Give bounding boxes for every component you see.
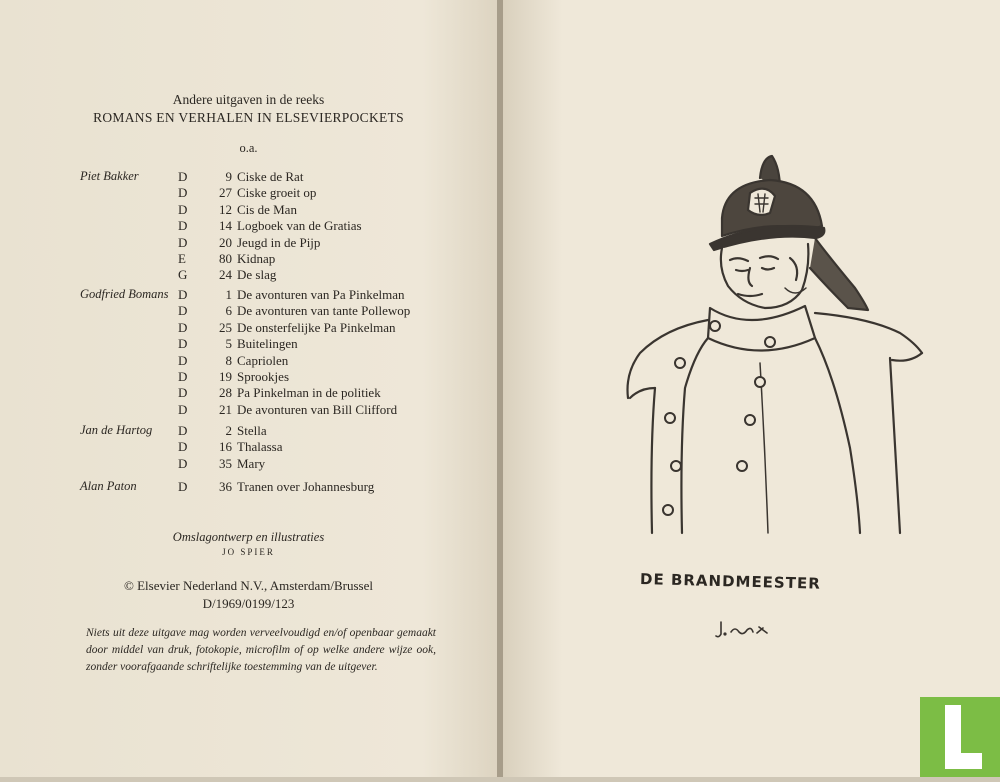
catalog-entry (178, 218, 362, 234)
entry-number: 5 (225, 336, 232, 352)
catalog-entry (178, 169, 303, 185)
entry-series: D (178, 234, 188, 250)
entry-title: Capriolen (237, 352, 289, 368)
entry-number: 9 (225, 169, 232, 184)
catalog-entry (178, 251, 275, 267)
catalog-entry (178, 456, 265, 472)
illustration-caption: DE BRANDMEESTER (639, 569, 821, 593)
catalog-entry (178, 423, 267, 439)
fire-chief-illustration (610, 148, 930, 548)
entry-series: D (178, 201, 188, 217)
entry-title: Logboek van de Gratias (237, 218, 362, 234)
entry-series: D (178, 401, 188, 417)
entry-number: 24 (219, 267, 232, 283)
catalog-entry (178, 336, 298, 352)
series-title: ROMANS EN VERHALEN IN ELSEVIERPOCKETS (93, 110, 404, 125)
entry-series: D (178, 319, 188, 335)
entry-series: E (178, 251, 186, 266)
catalog-entry (178, 479, 374, 495)
entry-series: D (178, 169, 188, 184)
entry-title: De slag (237, 267, 277, 283)
entry-series: D (178, 369, 188, 384)
entry-title: Cis de Man (237, 201, 297, 217)
entry-number: 12 (219, 201, 232, 217)
entry-title: Thalassa (237, 439, 283, 455)
entry-title: Sprookjes (237, 369, 289, 384)
design-credit-name: JO SPIER (222, 547, 275, 557)
entry-title: Mary (237, 455, 266, 471)
entry-series: D (178, 479, 188, 494)
catalog-entry (178, 439, 282, 455)
series-oa: o.a. (239, 141, 258, 155)
catalog-entry (178, 353, 288, 369)
entry-number: 28 (219, 385, 232, 401)
entry-number: 21 (219, 401, 232, 417)
entry-title: Pa Pinkelman in de politiek (237, 385, 381, 401)
entry-series: D (178, 218, 188, 234)
entry-title: Buitelingen (237, 336, 298, 352)
entry-title: De avonturen van Bill Clifford (237, 401, 398, 417)
entry-number: 80 (219, 251, 232, 266)
entry-number: 25 (219, 319, 232, 335)
catalog-entry (178, 267, 276, 283)
entry-number: 8 (225, 352, 232, 368)
catalog-author: Piet Bakker (80, 169, 139, 183)
entry-series: D (178, 439, 188, 455)
entry-number: 35 (219, 455, 232, 471)
rights-notice: Niets uit deze uitgave mag worden verveelvoudigd en/of openbaar gemaakt door middel van druk, fotokopie, microfilm of op welke andere wijze ook, zonder voorafgaande schriftelijke toestemming van de uitgever. (86, 627, 436, 673)
left-page (0, 0, 497, 777)
entry-number: 1 (225, 287, 232, 302)
entry-number: 2 (225, 423, 232, 438)
entry-series: D (178, 352, 188, 368)
catalog-entry (178, 402, 397, 418)
entry-series: D (178, 303, 188, 319)
catalog-entry (178, 185, 316, 201)
catalog-entry (178, 235, 320, 251)
entry-title: Stella (237, 423, 267, 438)
entry-series: D (178, 336, 188, 352)
entry-title: Ciske de Rat (237, 169, 304, 184)
catalog-entry (178, 303, 410, 319)
entry-title: Jeugd in de Pijp (237, 234, 321, 250)
entry-title: Ciske groeit op (237, 185, 317, 201)
entry-title: De avonturen van Pa Pinkelman (237, 287, 405, 302)
entry-series: D (178, 185, 188, 201)
depot-number: D/1969/0199/123 (202, 596, 295, 611)
catalog-entry (178, 369, 289, 385)
entry-series: D (178, 287, 188, 302)
series-intro: Andere uitgaven in de reeks (172, 92, 325, 107)
copyright-line: © Elsevier Nederland N.V., Amsterdam/Brussel (123, 578, 373, 593)
catalog-entry (178, 320, 396, 336)
catalog-entry (178, 202, 297, 218)
entry-number: 14 (219, 218, 232, 234)
entry-number: 20 (219, 234, 232, 250)
catalog-author: Godfried Bomans (80, 287, 169, 301)
entry-number: 36 (219, 479, 232, 494)
l-logo-icon (920, 697, 1000, 777)
entry-number: 27 (219, 185, 232, 201)
artist-signature (715, 618, 775, 640)
catalog-entry (178, 287, 405, 303)
watermark-logo (920, 697, 1000, 777)
entry-title: De avonturen van tante Pollewop (237, 303, 411, 319)
catalog-author: Alan Paton (80, 479, 137, 493)
entry-series: D (178, 385, 188, 401)
entry-title: Kidnap (237, 251, 276, 266)
catalog-entry (178, 385, 381, 401)
entry-title: De onsterfelijke Pa Pinkelman (237, 319, 396, 335)
entry-series: D (178, 455, 188, 471)
entry-number: 16 (219, 439, 232, 455)
entry-title: Tranen over Johannesburg (237, 479, 375, 494)
entry-series: D (178, 423, 188, 438)
design-credit-title: Omslagontwerp en illustraties (172, 530, 325, 544)
entry-number: 6 (225, 303, 232, 319)
catalog-author: Jan de Hartog (80, 423, 153, 437)
entry-number: 19 (219, 369, 232, 384)
entry-series: G (178, 267, 188, 283)
